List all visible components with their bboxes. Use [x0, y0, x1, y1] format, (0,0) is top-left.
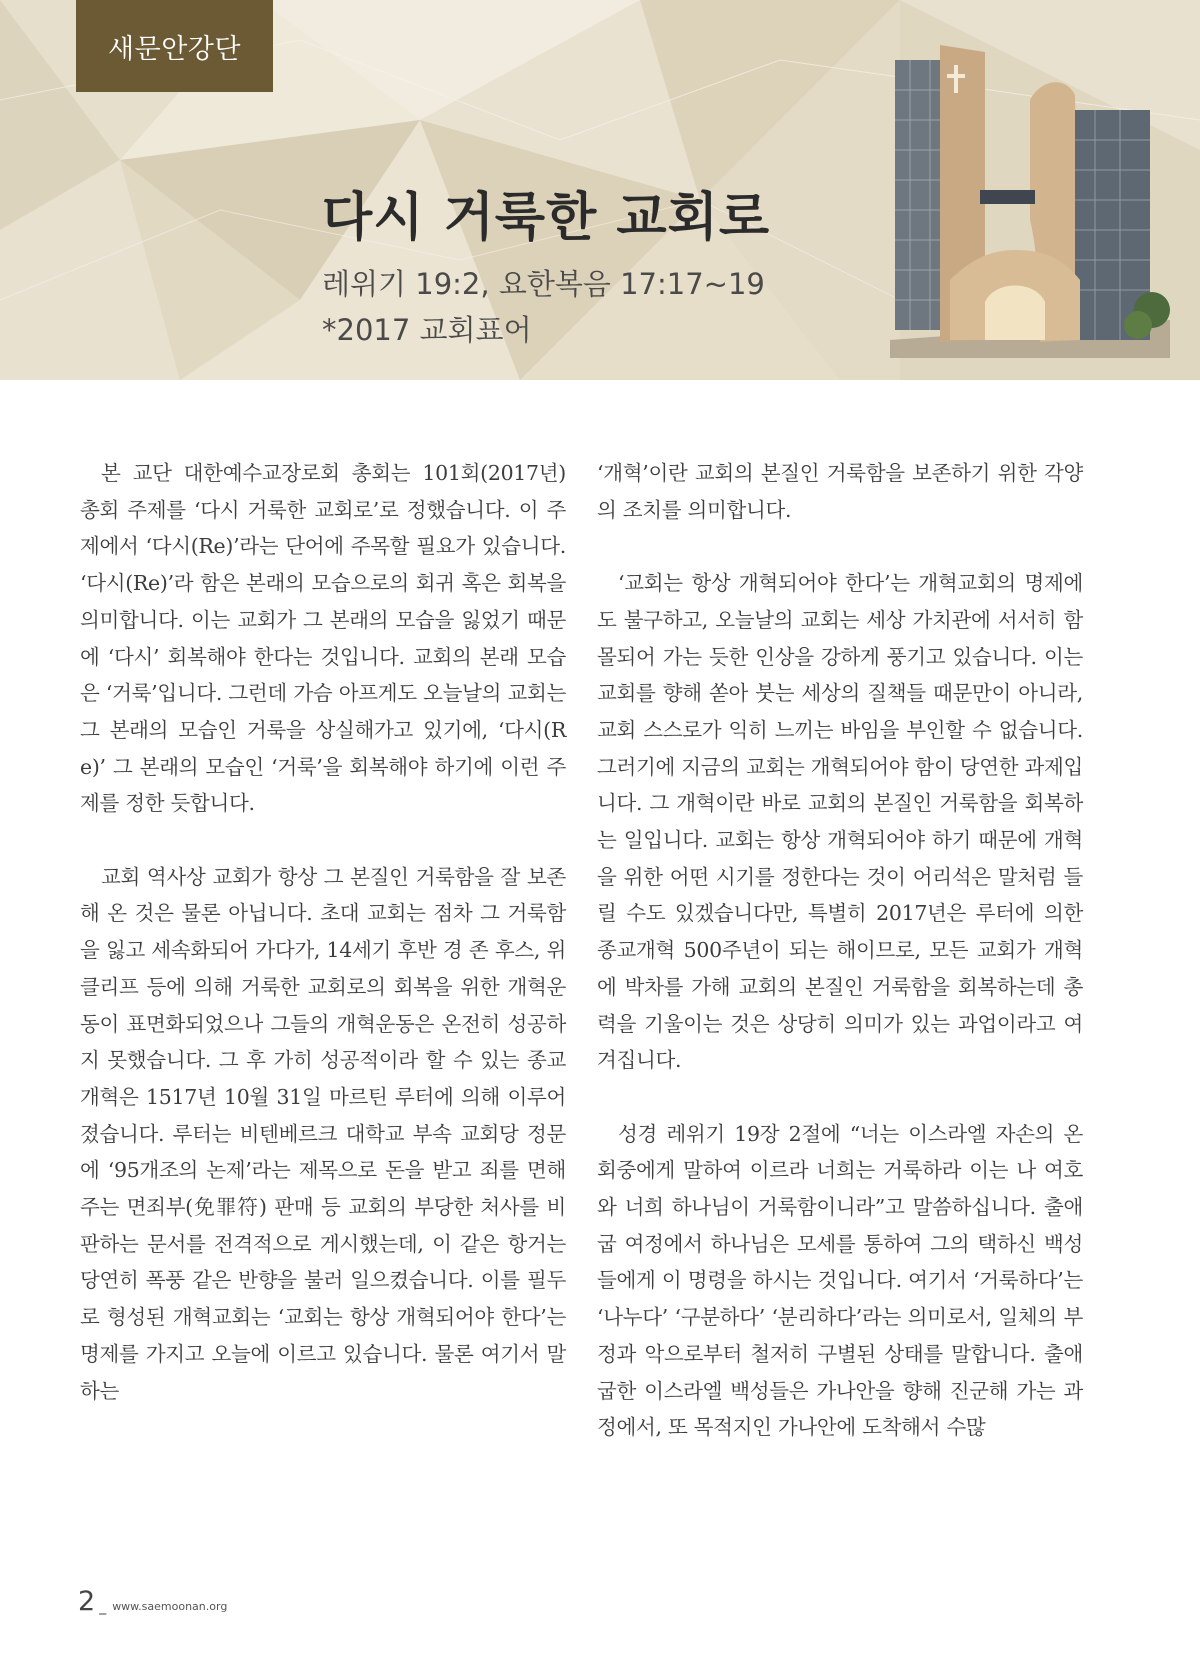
- article-paragraph: ‘교회는 항상 개혁되어야 한다’는 개혁교회의 명제에도 불구하고, 오늘날의 교회는 세상 가치관에 서서히 함몰되어 가는 듯한 인상을 강하게 풍기고 있습니다. 이는 교회를 향해 쏟아 붓는 세상의 질책들 때문만이 아니라, 교회 스스로가 익히 느끼는 바임을 부인할 수 없습니다. 그러기에 지금의 교회는 개혁되어야 함이 당연한 과제입니다. 그 개혁이란 바로 교회의 본질인 거룩함을 회복하는 일입니다. 교회는 항상 개혁되어야 하기 때문에 개혁을 위한 어떤 시기를 정한다는 것이 어리석은 말처럼 들릴 수도 있겠습니다만, 특별히 2017년은 루터에 의한 종교개혁 500주년이 되는 해이므로, 모든 교회가 개혁에 박차를 가해 교회의 본질인 거룩함을 회복하는데 총력을 기울이는 것은 상당히 의미가 있는 과업이라고 여겨집니다.: [597, 571, 1083, 1073]
- website-url: www.saemoonan.org: [112, 1600, 228, 1613]
- article-paragraph: 본 교단 대한예수교장로회 총회는 101회(2017년) 총회 주제를 ‘다시 거룩한 교회로’로 정했습니다. 이 주제에서 ‘다시(Re)’라는 단어에 주목할 필요가 있습니다. ‘다시(Re)’라 함은 본래의 모습으로의 회귀 혹은 회복을 의미합니다. 이는 교회가 그 본래의 모습을 잃었기 때문에 ‘다시’ 회복해야 한다는 것입니다. 교회의 본래 모습은 ‘거룩’입니다. 그런데 가슴 아프게도 오늘날의 교회는 그 본래의 모습인 거룩을 상실해가고 있기에, ‘다시(Re)’ 그 본래의 모습인 ‘거룩’을 회복해야 하기에 이런 주제를 정한 듯합니다.: [80, 461, 566, 816]
- article-paragraph: 교회 역사상 교회가 항상 그 본질인 거룩함을 잘 보존해 온 것은 물론 아닙니다. 초대 교회는 점차 그 거룩함을 잃고 세속화되어 가다가, 14세기 후반 경 존 후스, 위클리프 등에 의해 거룩한 교회로의 회복을 위한 개혁운동이 표면화되었으나 그들의 개혁운동은 온전히 성공하지 못했습니다. 그 후 가히 성공적이라 할 수 있는 종교개혁은 1517년 10월 31일 마르틴 루터에 의해 이루어졌습니다. 루터는 비텐베르크 대학교 부속 교회당 정문에 ‘95개조의 논제’라는 제목으로 돈을 받고 죄를 면해주는 면죄부(免罪符) 판매 등 교회의 부당한 처사를 비판하는 문서를 전격적으로 게시했는데, 이 같은 항거는 당연히 폭풍 같은 반향을 불러 일으켰습니다. 이를 필두로 형성된 개혁교회는 ‘교회는 항상 개혁되어야 한다’는 명제를 가지고 오늘에 이르고 있습니다. 물론 여기서 말하는: [80, 864, 566, 1403]
- article-paragraph: ‘개혁’이란 교회의 본질인 거룩함을 보존하기 위한 각양의 조치를 의미합니다.: [597, 461, 1083, 522]
- church-motto-note: *2017 교회표어: [322, 313, 532, 347]
- article-paragraph: 성경 레위기 19장 2절에 “너는 이스라엘 자손의 온 회중에게 말하여 이르라 너희는 거룩하라 이는 나 여호와 너희 하나님이 거룩함이니라”고 말씀하십니다. 출애굽 여정에서 하나님은 모세를 통하여 그의 택하신 백성들에게 이 명령을 하시는 것입니다. 여기서 ‘거룩하다’는 ‘나누다’ ‘구분하다’ ‘분리하다’라는 의미로서, 일체의 부정과 악으로부터 철저히 구별된 상태를 말합니다. 출애굽한 이스라엘 백성들은 가나안을 향해 진군해 가는 과정에서, 또 목적지인 가나안에 도착해서 수많: [597, 1121, 1083, 1440]
- page-footer: [78, 1588, 227, 1615]
- article-right-column: [597, 455, 1083, 1446]
- header-banner: [0, 0, 1200, 380]
- page-number: 2: [78, 1586, 96, 1617]
- footer-separator: _: [99, 1599, 107, 1615]
- church-building-illustration: [890, 40, 1170, 358]
- article-left-column: [80, 455, 566, 1409]
- scripture-reference: 레위기 19:2, 요한복음 17:17~19: [322, 267, 765, 301]
- section-tag: 새문안강단: [76, 0, 273, 92]
- page-title: 다시 거룩한 교회로: [322, 188, 771, 248]
